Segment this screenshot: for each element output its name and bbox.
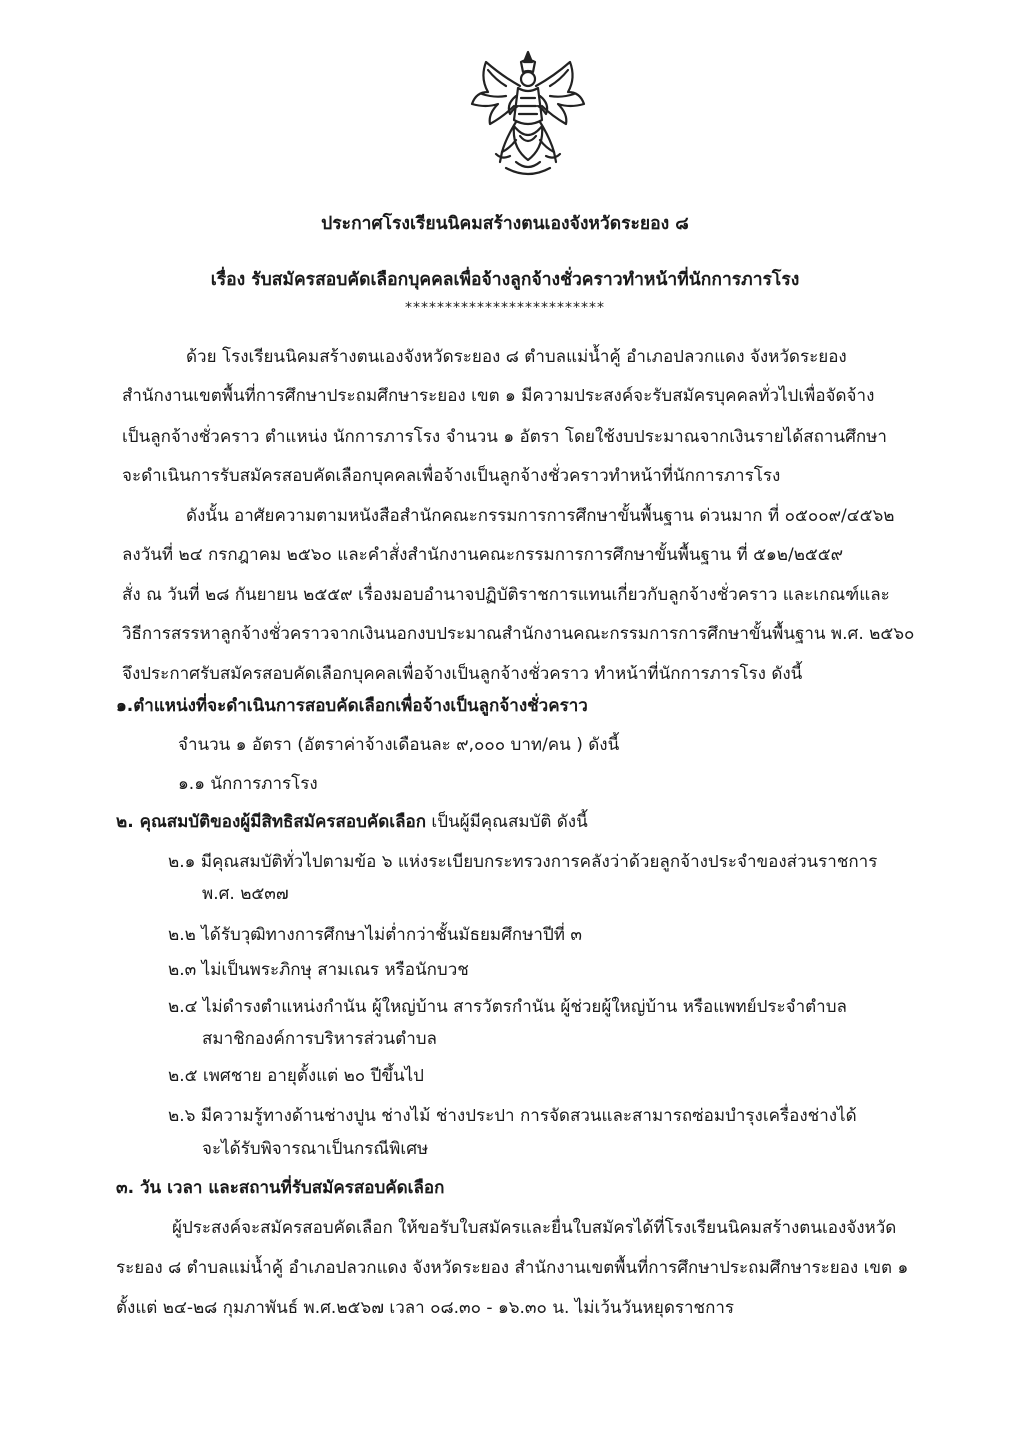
section2-item-1	[168, 850, 877, 874]
item-number: ๒.๒	[168, 925, 196, 945]
section2-item-6-cont: จะได้รับพิจารณาเป็นกรณีพิเศษ	[202, 1139, 429, 1159]
section2-item-4	[168, 995, 847, 1019]
section3-line-3: ตั้งแต่ ๒๔-๒๘ กุมภาพันธ์ พ.ศ.๒๕๖๗ เวลา ๐๘.๓๐ - ๑๖.๓๐ น. ไม่เว้นวันหยุดราชการ	[116, 1298, 735, 1318]
item-number: ๒.๔	[168, 997, 198, 1017]
section3-line-1: ผู้ประสงค์จะสมัครสอบคัดเลือก ให้ขอรับใบสมัครและยื่นใบสมัครได้ที่โรงเรียนนิคมสร้างตนเองจังหวัด	[172, 1218, 897, 1238]
section2-item-3	[168, 958, 469, 982]
authority-line-2: ลงวันที่ ๒๔ กรกฎาคม ๒๕๖๐ และคำสั่งสำนักงานคณะกรรมการการศึกษาขั้นพื้นฐาน ที่ ๕๑๒/๒๕๕๙	[122, 545, 844, 565]
authority-line-5: จึงประกาศรับสมัครสอบคัดเลือกบุคคลเพื่อจ้างเป็นลูกจ้างชั่วคราว ทำหน้าที่นักการภารโรง ดังนี้	[122, 664, 803, 684]
intro-line-4: จะดำเนินการรับสมัครสอบคัดเลือกบุคคลเพื่อจ้างเป็นลูกจ้างชั่วคราวทำหน้าที่นักการภารโรง	[122, 466, 781, 486]
intro-line-3: เป็นลูกจ้างชั่วคราว ตำแหน่ง นักการภารโรง จำนวน ๑ อัตรา โดยใช้งบประมาณจากเงินรายได้สถานศึกษา	[122, 427, 887, 447]
item-text: ได้รับวุฒิทางการศึกษาไม่ต่ำกว่าชั้นมัธยมศึกษาปีที่ ๓	[201, 925, 582, 945]
item-number: ๒.๑	[168, 852, 196, 872]
section2-item-5	[168, 1064, 424, 1088]
section2-item-4-cont: สมาชิกองค์การบริหารส่วนตำบล	[202, 1029, 437, 1049]
section3-heading: ๓. วัน เวลา และสถานที่รับสมัครสอบคัดเลือก	[116, 1178, 445, 1198]
header-separator: *************************	[405, 300, 605, 316]
item-text: มีคุณสมบัติทั่วไปตามข้อ ๖ แห่งระเบียบกระทรวงการคลังว่าด้วยลูกจ้างประจำของส่วนราชการ	[200, 852, 878, 872]
item-number: ๒.๕	[168, 1066, 198, 1086]
announcement-subject: เรื่อง รับสมัครสอบคัดเลือกบุคคลเพื่อจ้างลูกจ้างชั่วคราวทำหน้าที่นักการภารโรง	[210, 270, 800, 290]
item-number: ๒.๖	[168, 1106, 196, 1126]
section1-count: จำนวน ๑ อัตรา (อัตราค่าจ้างเดือนละ ๙,๐๐๐ บาท/คน ) ดังนี้	[178, 735, 620, 755]
section2-heading	[116, 810, 588, 834]
section2-heading-rest: เป็นผู้มีคุณสมบัติ ดังนี้	[426, 812, 588, 832]
section2-item-6	[168, 1104, 857, 1128]
section1-heading: ๑.ตำแหน่งที่จะดำเนินการสอบคัดเลือกเพื่อจ้างเป็นลูกจ้างชั่วคราว	[116, 696, 588, 716]
section2-heading-bold: ๒. คุณสมบัติของผู้มีสิทธิสมัครสอบคัดเลือก	[116, 812, 427, 832]
garuda-emblem-icon	[466, 48, 590, 182]
announcement-title: ประกาศโรงเรียนนิคมสร้างตนเองจังหวัดระยอง ๘	[321, 214, 689, 234]
intro-line-2: สำนักงานเขตพื้นที่การศึกษาประถมศึกษาระยอง เขต ๑ มีความประสงค์จะรับสมัครบุคคลทั่วไปเพื่อจัดจ้าง	[122, 386, 875, 406]
item-text: ไม่ดำรงตำแหน่งกำนัน ผู้ใหญ่บ้าน สารวัตรกำนัน ผู้ช่วยผู้ใหญ่บ้าน หรือแพทย์ประจำตำบล	[202, 997, 847, 1017]
item-text: มีความรู้ทางด้านช่างปูน ช่างไม้ ช่างประปา การจัดสวนและสามารถซ่อมบำรุงเครื่องช่างได้	[200, 1106, 857, 1126]
intro-line-1: ด้วย โรงเรียนนิคมสร้างตนเองจังหวัดระยอง ๘ ตำบลแม่น้ำคู้ อำเภอปลวกแดง จังหวัดระยอง	[186, 347, 847, 367]
section2-item-1-cont: พ.ศ. ๒๕๓๗	[202, 884, 289, 904]
item-text: เพศชาย อายุตั้งแต่ ๒๐ ปีขึ้นไป	[202, 1066, 424, 1086]
authority-line-4: วิธีการสรรหาลูกจ้างชั่วคราวจากเงินนอกงบประมาณสำนักงานคณะกรรมการการศึกษาขั้นพื้นฐาน พ.ศ. ๒๕๖๐	[122, 624, 915, 644]
section3-line-2: ระยอง ๘ ตำบลแม่น้ำคู้ อำเภอปลวกแดง จังหวัดระยอง สำนักงานเขตพื้นที่การศึกษาประถมศึกษาระยอง เขต ๑	[116, 1258, 909, 1278]
section1-item: ๑.๑ นักการภารโรง	[178, 774, 318, 794]
authority-line-1: ดังนั้น อาศัยความตามหนังสือสำนักคณะกรรมการการศึกษาขั้นพื้นฐาน ด่วนมาก ที่ ๐๕๐๐๙/๔๕๖๒	[186, 506, 895, 526]
section2-item-2	[168, 923, 582, 947]
item-text: ไม่เป็นพระภิกษุ สามเณร หรือนักบวช	[201, 960, 469, 980]
authority-line-3: สั่ง ณ วันที่ ๒๘ กันยายน ๒๕๕๙ เรื่องมอบอำนาจปฏิบัติราชการแทนเกี่ยวกับลูกจ้างชั่วคราว และเกณฑ์และ	[122, 585, 890, 605]
item-number: ๒.๓	[168, 960, 197, 980]
